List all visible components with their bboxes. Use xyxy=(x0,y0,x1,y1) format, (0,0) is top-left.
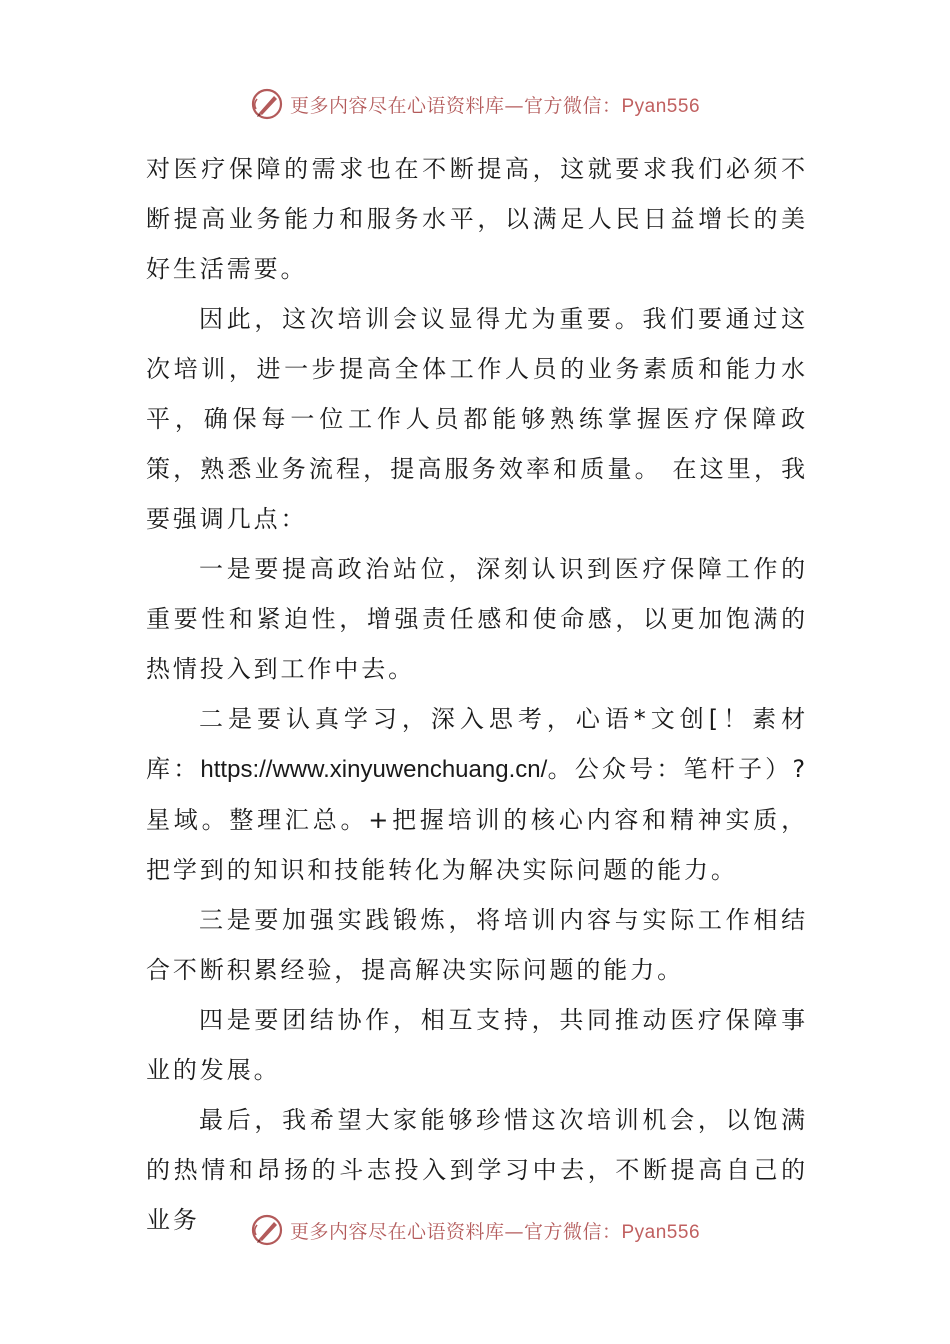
paragraph-4-post: 。公众号：笔杆子）?星域。整理汇总。+把握培训的核心内容和精神实质，把学到的知识和技能转化为解决实际问题的能力。 xyxy=(146,755,808,884)
paragraph-2 xyxy=(146,294,808,544)
pen-logo-icon xyxy=(250,1213,284,1247)
paragraph-4-pre: 二是要认真学习，深入思考，心语*文创[！素材库： xyxy=(146,705,808,783)
footer-banner-label: 更多内容尽在心语资料库—官方微信： xyxy=(289,1220,622,1243)
document-body xyxy=(146,144,808,1245)
header-banner-text xyxy=(290,91,700,118)
header-wechat-handle: Pyan556 xyxy=(621,95,701,117)
paragraph-6: 四是要团结协作，相互支持，共同推动医疗保障事业的发展。 xyxy=(146,1006,808,1084)
footer-banner xyxy=(0,1210,950,1250)
paragraph-4-url: https://www.xinyuwenchuang.cn/ xyxy=(200,756,548,783)
footer-wechat-handle: Pyan556 xyxy=(621,1221,701,1243)
pen-logo-icon xyxy=(250,87,284,121)
paragraph-2-tail: 在这里，我要强调几点： xyxy=(146,455,809,533)
paragraph-4 xyxy=(146,694,808,895)
footer-banner-text xyxy=(290,1217,700,1244)
header-banner xyxy=(0,84,950,124)
paragraph-2-main: 因此，这次培训会议显得尤为重要。我们要通过这次培训，进一步提高全体工作人员的业务素质和能力水平，确保每一位工作人员都能够熟练掌握医疗保障政策，熟悉业务流程，提高服务效率和质量。 xyxy=(146,305,808,483)
paragraph-5: 三是要加强实践锻炼，将培训内容与实际工作相结合不断积累经验，提高解决实际问题的能力。 xyxy=(146,906,808,984)
paragraph-7: 最后，我希望大家能够珍惜这次培训机会，以饱满的热情和昂扬的斗志投入到学习中去，不断提高自己的业务 xyxy=(146,1106,808,1234)
paragraph-1: 对医疗保障的需求也在不断提高，这就要求我们必须不断提高业务能力和服务水平，以满足人民日益增长的美好生活需要。 xyxy=(146,155,808,283)
header-banner-label: 更多内容尽在心语资料库—官方微信： xyxy=(289,94,622,117)
paragraph-3: 一是要提高政治站位，深刻认识到医疗保障工作的重要性和紧迫性，增强责任感和使命感，以更加饱满的热情投入到工作中去。 xyxy=(146,555,808,683)
